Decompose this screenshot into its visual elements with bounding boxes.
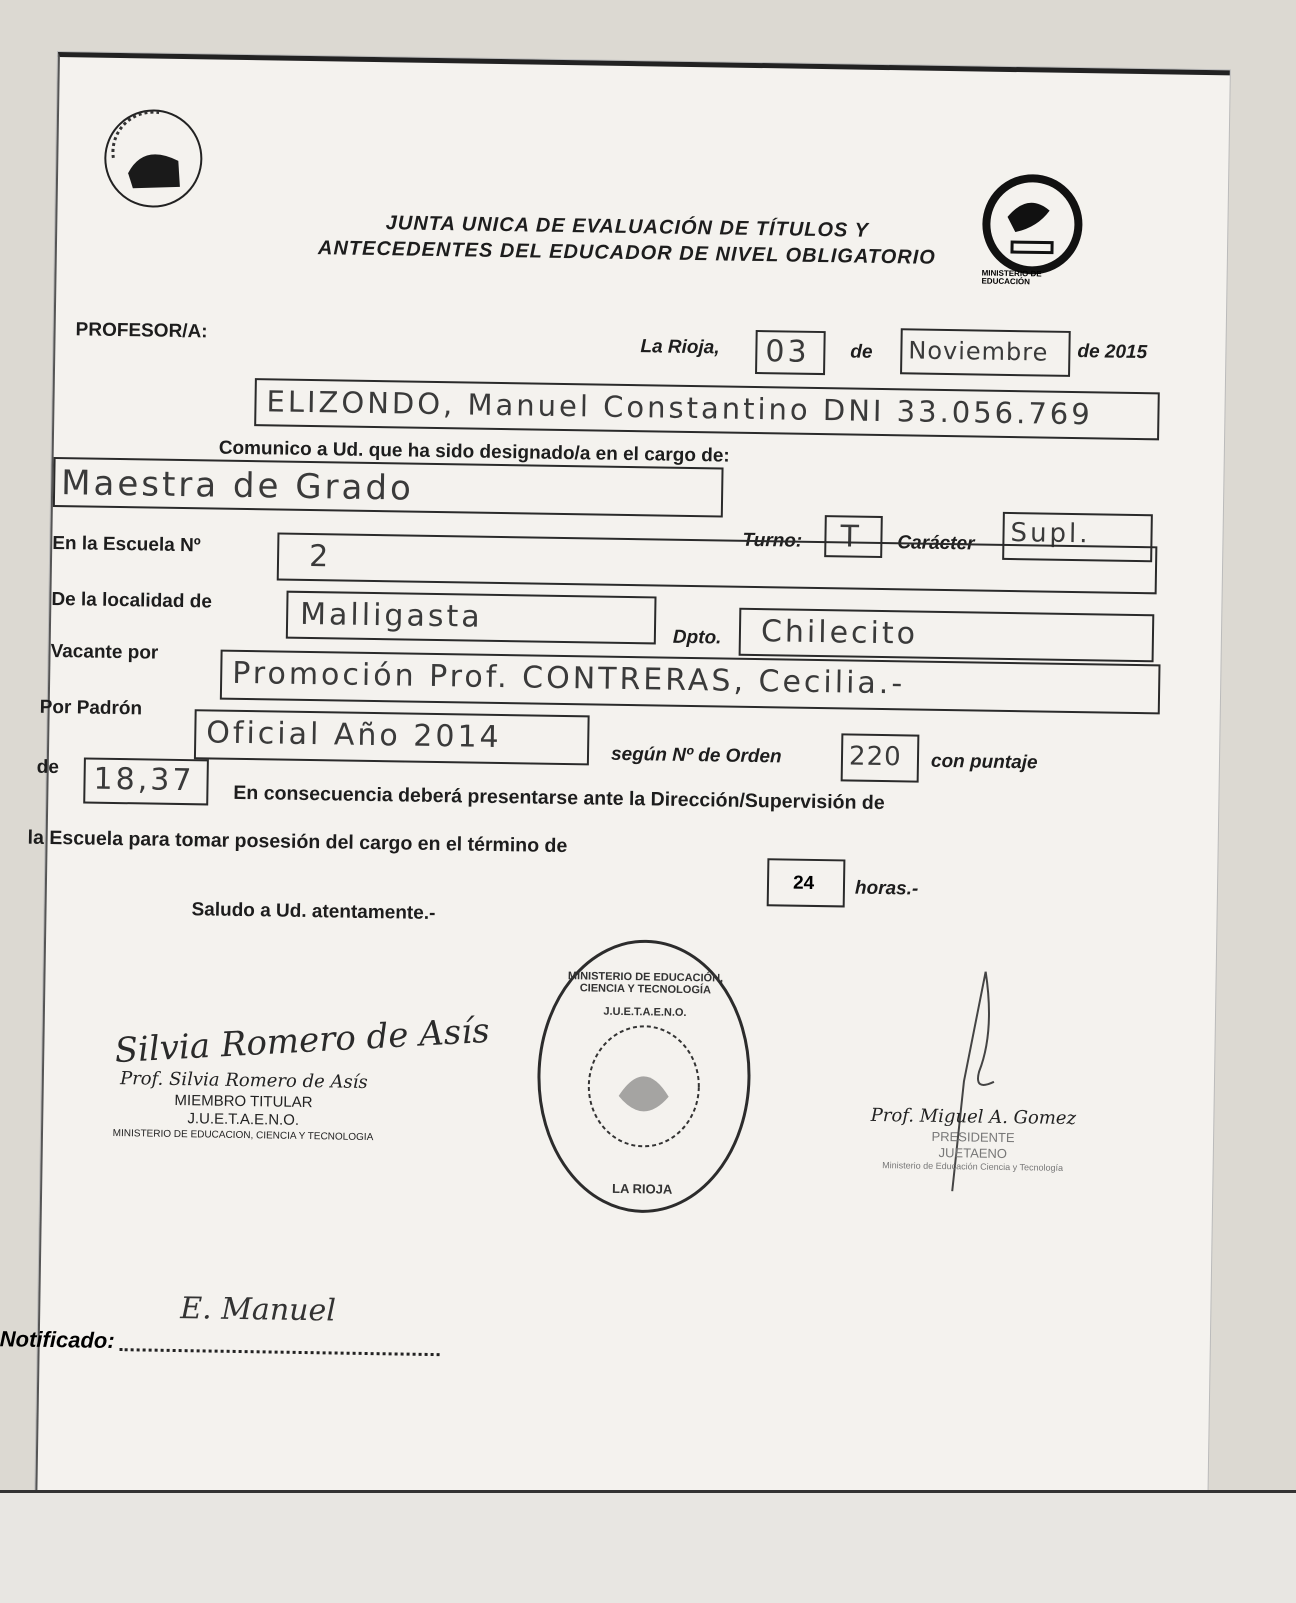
escuela-termino-text: la Escuela para tomar posesión del cargo en el término de: [27, 826, 568, 858]
turno-value: T: [840, 519, 863, 555]
turno-label: Turno:: [742, 529, 803, 552]
padron-label: Por Padrón: [39, 696, 143, 720]
day-value: 03: [765, 334, 810, 370]
localidad-box: [286, 591, 657, 645]
right-signature-caption: [823, 1104, 1124, 1175]
official-seal: [532, 935, 756, 1218]
background-surface: [0, 1490, 1296, 1603]
dpto-box: [739, 608, 1155, 663]
escuela-value: 2: [308, 539, 332, 575]
cargo-value: Maestra de Grado: [60, 463, 415, 509]
month-box: [900, 328, 1071, 377]
vacante-label: Vacante por: [50, 640, 159, 664]
puntaje-box: [83, 757, 209, 805]
consecuencia-text: En consecuencia deberá presentarse ante la Dirección/Supervisión de: [233, 781, 885, 815]
dpto-label: Dpto.: [672, 626, 722, 649]
saludo-text: Saludo a Ud. atentamente.-: [191, 899, 436, 925]
de-label-month: de: [850, 341, 873, 363]
document-title-line-2: ANTECEDENTES DEL EDUCADOR DE NIVEL OBLIGATORIO: [317, 237, 937, 269]
notificado-signature: E. Manuel: [180, 1291, 337, 1329]
left-signer-name: Prof. Silvia Romero de Asís: [119, 1068, 368, 1093]
escuela-label: En la Escuela Nº: [52, 532, 201, 557]
notificado-label: Notificado:: [0, 1326, 115, 1354]
right-signer-ministry: Ministerio de Educación Ciencia y Tecnología: [882, 1160, 1064, 1173]
month-value: Noviembre: [908, 336, 1049, 367]
puntaje-label: con puntaje: [930, 750, 1038, 774]
cargo-box: [53, 457, 724, 518]
year-label: de 2015: [1077, 341, 1148, 364]
orden-label: según Nº de Orden: [610, 743, 782, 768]
orden-value: 220: [848, 741, 902, 773]
caracter-label: Carácter: [897, 532, 975, 555]
de-label-puntaje: de: [36, 756, 60, 779]
right-signer-name: Prof. Miguel A. Gomez: [870, 1104, 1077, 1130]
dpto-value: Chilecito: [760, 614, 919, 652]
day-box: [755, 330, 826, 375]
ministry-badge: MINISTERIO DE EDUCACIÓN: [981, 268, 1042, 287]
left-signature-caption: [83, 1068, 404, 1146]
horas-box: [767, 858, 846, 907]
left-signer-org: J.U.E.T.A.E.N.O.: [187, 1110, 300, 1130]
padron-value: Oficial Año 2014: [206, 715, 502, 756]
comunico-label: Comunico a Ud. que ha sido designado/a en el cargo de:: [218, 437, 730, 467]
padron-box: [194, 709, 590, 765]
notificado-line: [120, 1348, 440, 1356]
left-logo-icon: [97, 98, 209, 220]
left-signer-ministry: MINISTERIO DE EDUCACION, CIENCIA Y TECNOLOGIA: [112, 1127, 374, 1144]
horas-value: 24: [792, 872, 815, 894]
right-signer-org: JUETAENO: [938, 1144, 1008, 1161]
vacante-value: Promoción Prof. CONTRERAS, Cecilia.-: [231, 655, 906, 702]
city-label: La Rioja,: [640, 336, 720, 359]
localidad-value: Malligasta: [299, 596, 483, 635]
document-sheet: [0, 52, 1230, 1545]
left-signer-role: MIEMBRO TITULAR: [174, 1091, 313, 1111]
seal-center-text: J.U.E.T.A.E.N.O.: [603, 1005, 687, 1019]
name-box: [254, 378, 1160, 440]
puntaje-value: 18,37: [93, 761, 195, 799]
seal-ring-text: MINISTERIO DE EDUCACIÓN, CIENCIA Y TECNOLOGÍA: [567, 970, 724, 997]
localidad-label: De la localidad de: [51, 588, 213, 613]
profesor-label: PROFESOR/A:: [75, 319, 208, 343]
right-signer-role: PRESIDENTE: [931, 1128, 1015, 1145]
horas-label: horas.-: [854, 877, 919, 900]
seal-bottom-text: LA RIOJA: [611, 1180, 673, 1197]
document-title-line-1: JUNTA UNICA DE EVALUACIÓN DE TÍTULOS Y: [385, 212, 870, 242]
orden-box: [841, 733, 920, 782]
caracter-value: Supl.: [1010, 518, 1091, 550]
left-signature: Silvia Romero de Asís: [113, 1010, 491, 1072]
name-value: ELIZONDO, Manuel Constantino DNI 33.056.769: [266, 384, 1094, 432]
